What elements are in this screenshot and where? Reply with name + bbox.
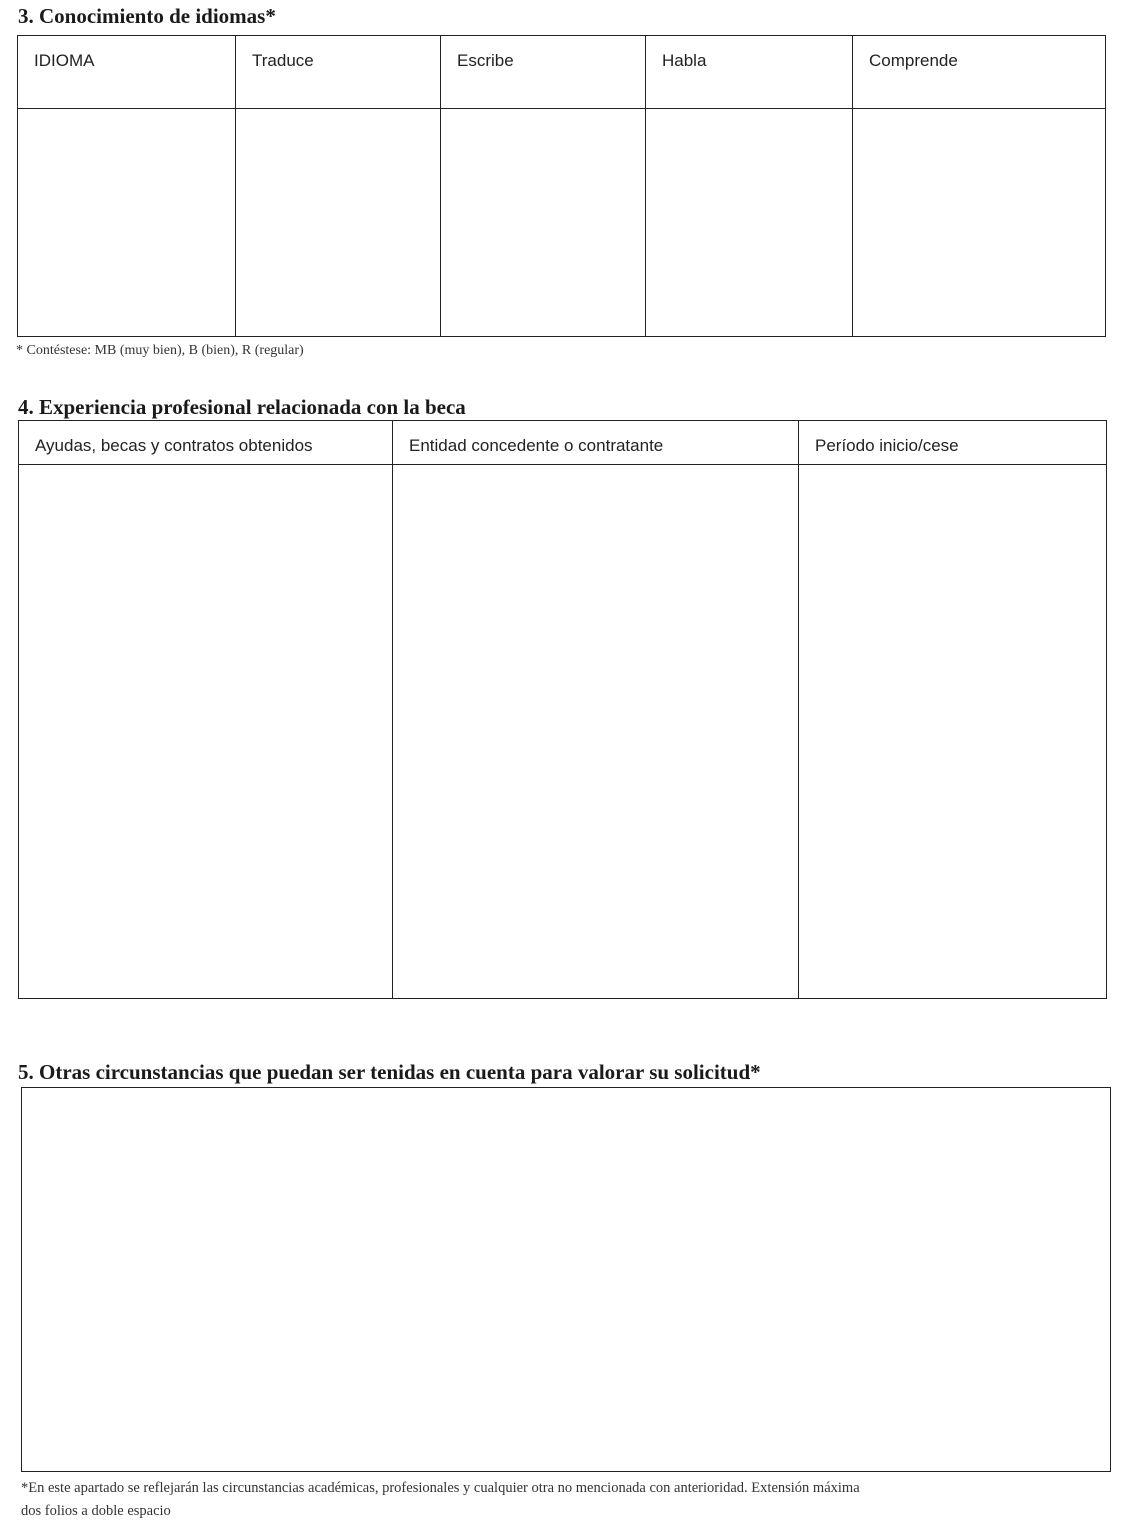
section-4-title: 4. Experiencia profesional relacionada con la beca	[18, 395, 466, 419]
table-row	[18, 109, 1106, 337]
idioma-cell[interactable]	[18, 109, 236, 337]
traduce-cell[interactable]	[236, 109, 441, 337]
languages-footnote: * Contéstese: MB (muy bien), B (bien), R (regular)	[16, 343, 304, 358]
column-header-idioma: IDIOMA	[18, 36, 236, 109]
habla-cell[interactable]	[646, 109, 853, 337]
column-header-ayudas: Ayudas, becas y contratos obtenidos	[19, 421, 393, 465]
section-5-title: 5. Otras circunstancias que puedan ser tenidas en cuenta para valorar su solicitud*	[18, 1060, 761, 1084]
experience-table	[18, 420, 1107, 999]
ayudas-cell[interactable]	[19, 465, 393, 999]
column-header-traduce: Traduce	[236, 36, 441, 109]
column-header-entidad: Entidad concedente o contratante	[393, 421, 799, 465]
column-header-comprende: Comprende	[853, 36, 1106, 109]
languages-table	[17, 35, 1106, 337]
table-row	[19, 465, 1107, 999]
entidad-cell[interactable]	[393, 465, 799, 999]
other-circumstances-footnote-line-1: *En este apartado se reflejarán las circunstancias académicas, profesionales y cualquier otra no mencionada con anterioridad. Extensión máxima	[21, 1480, 860, 1496]
column-header-periodo: Período inicio/cese	[799, 421, 1107, 465]
column-header-habla: Habla	[646, 36, 853, 109]
periodo-cell[interactable]	[799, 465, 1107, 999]
column-header-escribe: Escribe	[441, 36, 646, 109]
escribe-cell[interactable]	[441, 109, 646, 337]
other-circumstances-box[interactable]	[21, 1087, 1111, 1472]
other-circumstances-footnote-line-2: dos folios a doble espacio	[21, 1503, 171, 1519]
comprende-cell[interactable]	[853, 109, 1106, 337]
section-3-title: 3. Conocimiento de idiomas*	[18, 4, 276, 28]
